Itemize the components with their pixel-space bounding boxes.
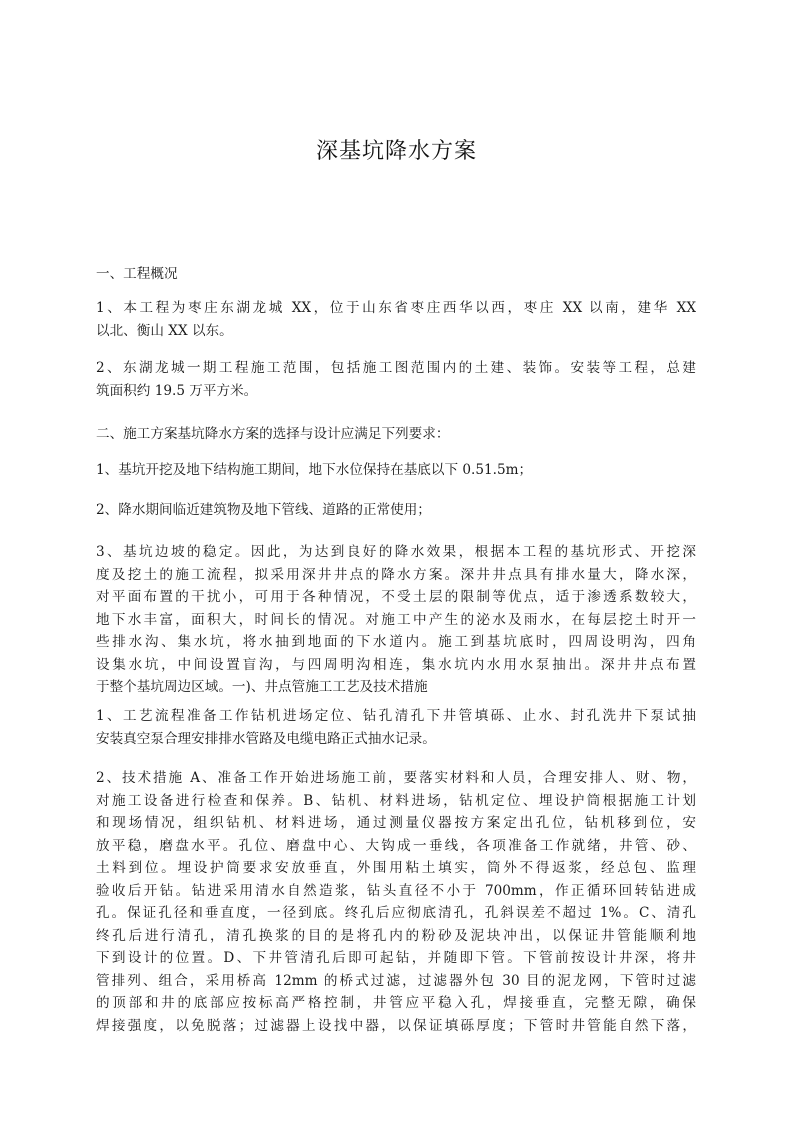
text-line: 对平面布置的干扰小，可用于各种情况，不受土层的限制等优点，适于渗透系数较大， bbox=[96, 589, 696, 605]
text-line: 筑面积约 19.5 万平方米。 bbox=[96, 382, 258, 399]
text-line: 3、基坑边坡的稳定。因此，为达到良好的降水效果，根据本工程的基坑形式、开挖深 bbox=[96, 544, 696, 560]
text-line: 二、施工方案基坑降水方案的选择与设计应满足下列要求： bbox=[96, 426, 450, 442]
text-line: 管排列、组合，采用桥高 12mm 的桥式过滤，过滤器外包 30 目的泥龙网，下管时过滤 bbox=[96, 972, 696, 989]
text-line: 土料到位。埋设护筒要求安放垂直，外围用粘土填实，筒外不得返浆，经总包、监理 bbox=[96, 860, 696, 876]
text-line: 2、降水期间临近建筑物及地下管线、道路的正常使用； bbox=[96, 502, 431, 518]
text-line: 终孔后进行清孔，清孔换浆的目的是将孔内的粉砂及泥块冲出，以保证井管能顺利地 bbox=[96, 927, 696, 944]
text-line: 设集水坑，中间设置盲沟，与四周明沟相连，集水坑内水用水泵抽出。深井井点布置 bbox=[96, 656, 696, 673]
section-heading-overview bbox=[96, 263, 696, 286]
text-line: 一、工程概况 bbox=[96, 266, 178, 282]
text-line: 于整个基坑周边区域。一)、井点管施工工艺及技术措施 bbox=[96, 679, 428, 695]
text-line: 焊接强度，以免脱落；过滤器上设找中器，以保证填砾厚度；下管时井管能自然下落， bbox=[96, 1017, 696, 1034]
document-title: 深基坑降水方案 bbox=[315, 139, 477, 164]
text-line: 放平稳，磨盘水平。孔位、磨盘中心、大钩成一垂线，各项准备工作就绪，井管、砂、 bbox=[96, 837, 696, 854]
paragraph-process-flow bbox=[96, 705, 696, 750]
text-line: 以北、衡山 XX 以东。 bbox=[96, 322, 233, 339]
text-line: 2、技术措施 A、准备工作开始进场施工前，要落实材料和人员，合理安排人、财、物， bbox=[96, 770, 696, 786]
text-line: 地下水丰富，面积大，时间长的情况。对施工中产生的泌水及雨水，在每层挖土时开一 bbox=[96, 611, 696, 628]
paragraph-technical-measures bbox=[96, 767, 696, 1037]
paragraph-requirement-1 bbox=[96, 459, 696, 482]
text-line: 1、基坑开挖及地下结构施工期间，地下水位保持在基底以下 0.51.5m； bbox=[96, 462, 533, 478]
text-line: 安装真空泵合理安排排水管路及电缆电路正式抽水记录。 bbox=[96, 730, 436, 747]
text-line: 些排水沟、集水坑，将水抽到地面的下水道内。施工到基坑底时，四周设明沟，四角 bbox=[96, 634, 696, 650]
paragraph-requirement-3 bbox=[96, 541, 696, 699]
text-line: 验收后开钻。钻进采用清水自然造浆，钻头直径不小于 700mm，作正循环回转钻进成 bbox=[96, 882, 696, 899]
section-heading-requirements bbox=[96, 423, 696, 446]
text-line: 的顶部和井的底部应按标高严格控制，井管应平稳入孔，焊接垂直，完整无隙，确保 bbox=[96, 995, 696, 1011]
paragraph-project-scope bbox=[96, 357, 696, 402]
text-line: 1、工艺流程准备工作钻机进场定位、钻孔清孔下井管填砾、止水、封孔洗井下泵试抽 bbox=[96, 708, 696, 724]
text-line: 度及挖土的施工流程，拟采用深井井点的降水方案。深井井点具有排水量大，降水深， bbox=[96, 566, 696, 583]
text-line: 和现场情况，组织钻机、材料进场，通过测量仪器按方案定出孔位，钻机移到位，安 bbox=[96, 815, 696, 831]
text-line: 下到设计的位置。D、下井管清孔后即可起钻，并随即下管。下管前按设计井深，将井 bbox=[96, 950, 696, 966]
text-line: 对施工设备进行检查和保养。B、钻机、材料进场，钻机定位、埋设护筒根据施工计划 bbox=[96, 792, 696, 809]
text-line: 孔。保证孔径和垂直度，一径到底。终孔后应彻底清孔，孔斜误差不超过 1%。C、清孔 bbox=[96, 905, 696, 921]
paragraph-project-location bbox=[96, 297, 696, 342]
text-line: 2、东湖龙城一期工程施工范围，包括施工图范围内的土建、装饰。安装等工程，总建 bbox=[96, 360, 696, 376]
paragraph-requirement-2 bbox=[96, 499, 696, 522]
text-line: 1、本工程为枣庄东湖龙城 XX，位于山东省枣庄西华以西，枣庄 XX 以南，建华 XX bbox=[96, 300, 696, 316]
